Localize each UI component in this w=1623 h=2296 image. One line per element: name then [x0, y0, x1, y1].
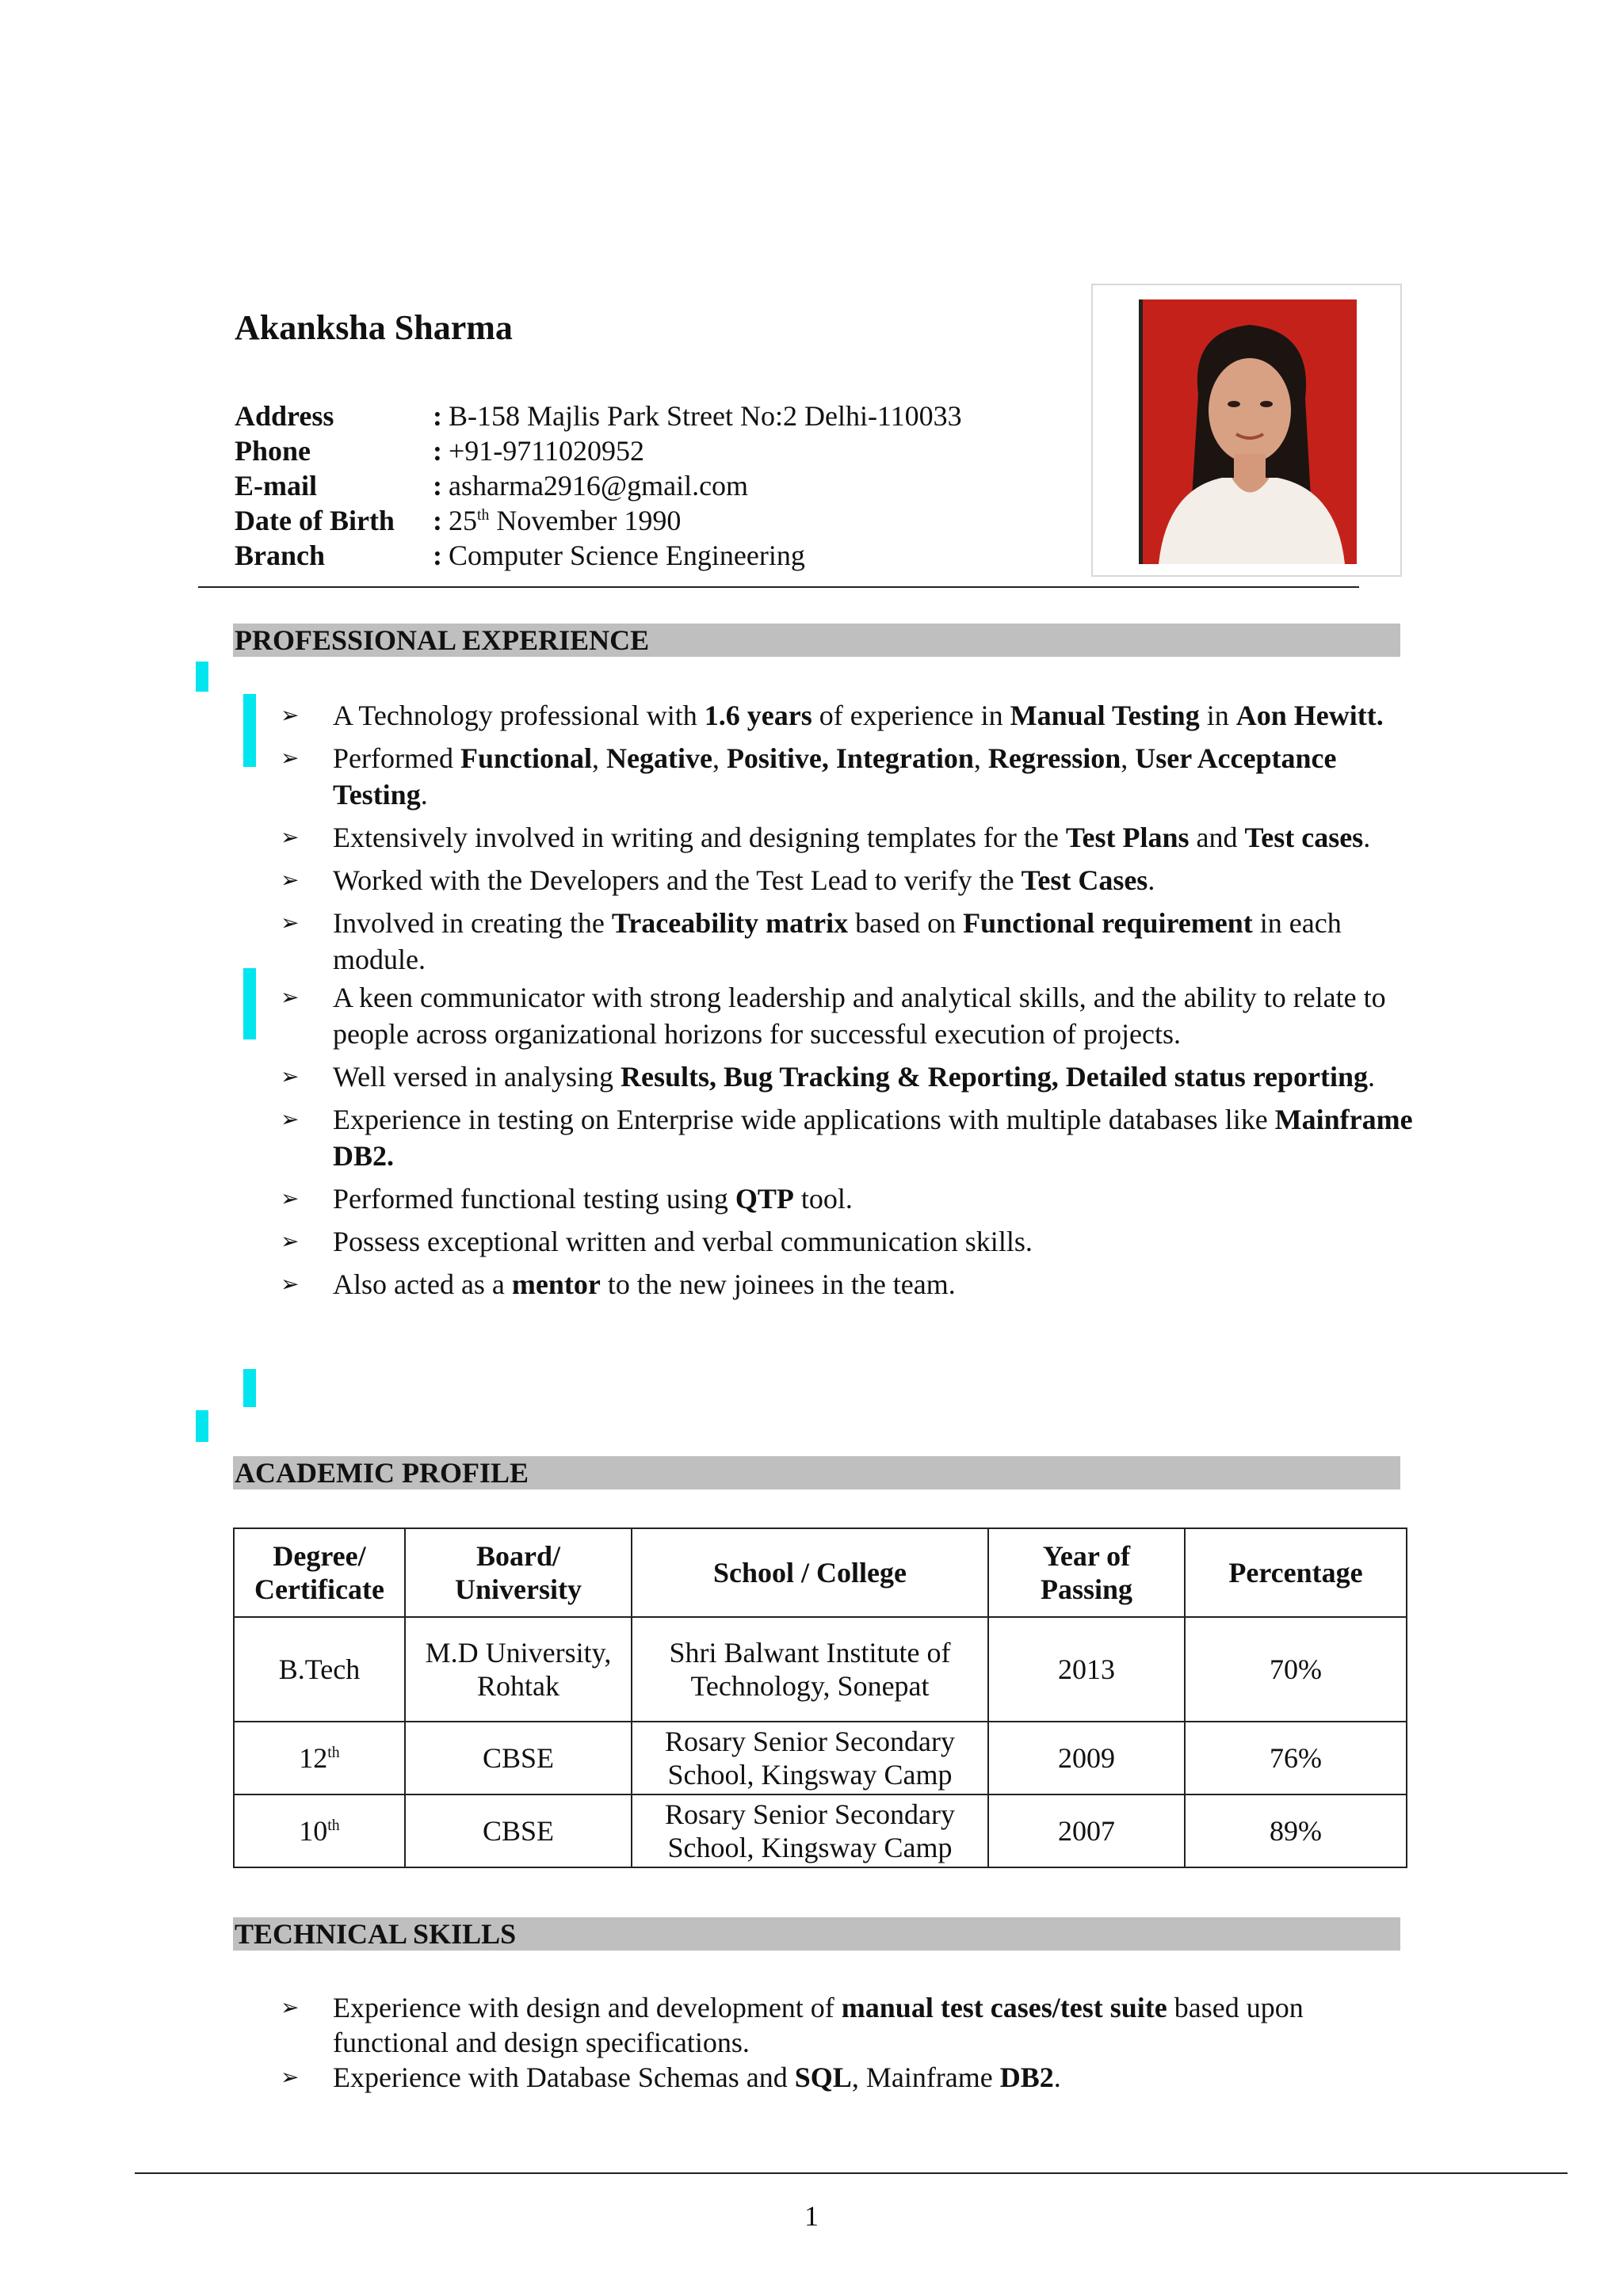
- column-header: Year of Passing: [988, 1528, 1185, 1617]
- experience-list: [281, 697, 1414, 1302]
- text-run: .: [1368, 1061, 1376, 1093]
- list-item: [281, 905, 1414, 978]
- academic-table: [233, 1527, 1407, 1868]
- column-header: Degree/ Certificate: [234, 1528, 405, 1617]
- text-run: Well versed in analysing: [333, 1061, 621, 1093]
- year-cell: 2009: [988, 1722, 1185, 1794]
- bold-text: Functional: [460, 742, 592, 774]
- arrow-bullet-icon: ➢: [281, 824, 300, 850]
- year-cell: 2007: [988, 1794, 1185, 1867]
- percentage-cell: 70%: [1185, 1617, 1407, 1722]
- board-cell: CBSE: [405, 1794, 632, 1867]
- highlight-marker: [243, 1369, 256, 1407]
- text-run: .: [1363, 822, 1371, 853]
- contact-colon: :: [433, 470, 442, 502]
- arrow-bullet-icon: ➢: [281, 910, 300, 936]
- page-number: 1: [804, 2200, 819, 2232]
- contact-colon: :: [433, 435, 442, 467]
- text-run: .: [420, 779, 428, 810]
- text-run: based upon functional and design specifications.: [333, 1992, 1304, 2058]
- text-run: ,: [712, 742, 727, 774]
- contact-label: Address: [235, 400, 334, 432]
- arrow-bullet-icon: ➢: [281, 1106, 300, 1132]
- column-header: Board/ University: [405, 1528, 632, 1617]
- section-heading-academic: ACADEMIC PROFILE: [233, 1456, 1400, 1489]
- table-row: [234, 1617, 1407, 1722]
- column-header: School / College: [632, 1528, 988, 1617]
- contact-row-email: [235, 468, 962, 503]
- rich-text: [333, 1268, 956, 1300]
- arrow-bullet-icon: ➢: [281, 1063, 300, 1089]
- text-run: Involved in creating the: [333, 907, 612, 939]
- bold-text: DB2: [999, 2061, 1054, 2093]
- text-run: ,: [973, 742, 988, 774]
- branch-value: Computer Science Engineering: [449, 540, 805, 571]
- table-header-row: [234, 1528, 1407, 1617]
- highlight-marker: [196, 662, 208, 692]
- contact-colon: :: [433, 505, 442, 536]
- bold-text: manual test cases/test suite: [841, 1992, 1167, 2023]
- arrow-bullet-icon: ➢: [281, 1271, 300, 1297]
- bold-text: Regression: [987, 742, 1121, 774]
- contact-label: E-mail: [235, 470, 317, 502]
- contact-row-dob: [235, 503, 962, 538]
- skills-list: [281, 1990, 1414, 2095]
- footer-divider: [135, 2172, 1568, 2174]
- percentage-cell: 76%: [1185, 1722, 1407, 1794]
- bold-text: QTP: [735, 1183, 794, 1215]
- text-run: tool.: [793, 1183, 853, 1215]
- bold-text: Traceability matrix: [611, 907, 849, 939]
- school-cell: Rosary Senior Secondary School, Kingsway Camp: [632, 1722, 988, 1794]
- rich-text: [333, 742, 1336, 810]
- board-cell: M.D University, Rohtak: [405, 1617, 632, 1722]
- text-run: A Technology professional with: [333, 700, 705, 731]
- arrow-bullet-icon: ➢: [281, 984, 300, 1010]
- rich-text: [333, 907, 1342, 975]
- bold-text: Test cases: [1244, 822, 1364, 853]
- highlight-marker: [196, 1410, 208, 1442]
- degree-number: 10: [299, 1815, 328, 1847]
- dob-rest: November 1990: [489, 505, 682, 536]
- arrow-bullet-icon: ➢: [281, 1185, 300, 1211]
- profile-photo: [1139, 299, 1357, 564]
- contact-colon: :: [433, 400, 442, 432]
- list-item: [281, 1266, 1414, 1302]
- bold-text: Test Plans: [1065, 822, 1190, 853]
- arrow-bullet-icon: ➢: [281, 867, 300, 893]
- dob-ordinal: th: [477, 506, 490, 524]
- rich-text: [333, 700, 1384, 731]
- contact-row-address: [235, 399, 962, 433]
- text-run: of experience in: [812, 700, 1010, 731]
- arrow-bullet-icon: ➢: [281, 702, 300, 728]
- degree-cell: [234, 1794, 405, 1867]
- list-item: [281, 1058, 1414, 1095]
- contact-label: Phone: [235, 435, 311, 467]
- contact-label: Branch: [235, 540, 326, 571]
- text-run: Experience in testing on Enterprise wide applications with multiple databases like: [333, 1104, 1275, 1135]
- bold-text: Negative: [605, 742, 712, 774]
- text-run: Extensively involved in writing and designing templates for the: [333, 822, 1066, 853]
- contact-label: Date of Birth: [235, 505, 395, 536]
- contact-row-phone: [235, 433, 962, 468]
- header-divider: [198, 586, 1359, 588]
- rich-text: [333, 1183, 853, 1215]
- bold-text: User Acceptance Testing: [333, 742, 1337, 810]
- text-run: in each module.: [333, 907, 1342, 975]
- candidate-name: Akanksha Sharma: [235, 308, 513, 347]
- bold-text: Aon Hewitt.: [1235, 700, 1384, 731]
- list-item: [281, 740, 1414, 813]
- degree-cell: [234, 1722, 405, 1794]
- school-cell: Shri Balwant Institute of Technology, Sonepat: [632, 1617, 988, 1722]
- list-item: [281, 697, 1414, 734]
- list-item: [281, 979, 1414, 1052]
- highlight-marker: [243, 968, 256, 1039]
- bold-text: Test Cases: [1021, 864, 1148, 896]
- rich-text: [333, 822, 1370, 853]
- contact-details: [235, 399, 962, 573]
- highlight-marker: [243, 694, 256, 767]
- text-run: Experience with Database Schemas and: [333, 2061, 795, 2093]
- profile-photo-frame: [1091, 284, 1402, 577]
- text-run: .: [1053, 2061, 1061, 2093]
- table-row: [234, 1722, 1407, 1794]
- list-item: [281, 862, 1414, 898]
- portrait-illustration: [1143, 299, 1357, 564]
- address-value: B-158 Majlis Park Street No:2 Delhi-110033: [449, 400, 962, 432]
- bold-text: Results, Bug Tracking & Reporting, Detailed status reporting: [621, 1061, 1369, 1093]
- bold-text: Manual Testing: [1010, 700, 1200, 731]
- contact-colon: :: [433, 540, 442, 571]
- degree-cell: B.Tech: [234, 1617, 405, 1722]
- bold-text: SQL: [794, 2061, 852, 2093]
- text-run: to the new joinees in the team.: [600, 1268, 956, 1300]
- percentage-cell: 89%: [1185, 1794, 1407, 1867]
- text-run: Performed functional testing using: [333, 1183, 735, 1215]
- rich-text: [333, 1226, 1033, 1257]
- rich-text: [333, 1992, 1304, 2058]
- text-run: .: [1148, 864, 1155, 896]
- column-header: Percentage: [1185, 1528, 1407, 1617]
- table-row: [234, 1794, 1407, 1867]
- rich-text: [333, 982, 1386, 1050]
- text-run: , Mainframe: [851, 2061, 1000, 2093]
- text-run: ,: [1121, 742, 1136, 774]
- text-run: Experience with design and development of: [333, 1992, 842, 2023]
- text-run: A keen communicator with strong leadership and analytical skills, and the ability to relate to people across organizational horizons for successful execution of projects.: [333, 982, 1386, 1050]
- text-run: Worked with the Developers and the Test Lead to verify the: [333, 864, 1022, 896]
- list-item: [281, 1990, 1414, 2060]
- rich-text: [333, 1104, 1413, 1172]
- list-item: [281, 2060, 1414, 2095]
- list-item: [281, 1101, 1414, 1174]
- arrow-bullet-icon: ➢: [281, 1994, 300, 2020]
- contact-row-branch: [235, 538, 962, 573]
- bold-text: mentor: [511, 1268, 601, 1300]
- arrow-bullet-icon: ➢: [281, 1228, 300, 1254]
- rich-text: [333, 864, 1155, 896]
- arrow-bullet-icon: ➢: [281, 745, 300, 771]
- text-run: and: [1189, 822, 1245, 853]
- degree-number: 12: [299, 1742, 328, 1774]
- dob-day: 25: [449, 505, 477, 536]
- list-item: [281, 819, 1414, 856]
- text-run: in: [1199, 700, 1236, 731]
- list-item: [281, 1223, 1414, 1260]
- arrow-bullet-icon: ➢: [281, 2064, 300, 2090]
- bold-text: 1.6 years: [704, 700, 812, 731]
- degree-ordinal: th: [327, 1744, 340, 1761]
- text-run: based on: [848, 907, 964, 939]
- school-cell: Rosary Senior Secondary School, Kingsway Camp: [632, 1794, 988, 1867]
- email-value: asharma2916@gmail.com: [449, 470, 749, 502]
- section-heading-experience: PROFESSIONAL EXPERIENCE: [233, 624, 1400, 657]
- bold-text: Mainframe DB2.: [333, 1104, 1413, 1172]
- text-run: ,: [591, 742, 606, 774]
- section-heading-skills: TECHNICAL SKILLS: [233, 1917, 1400, 1951]
- rich-text: [333, 1061, 1375, 1093]
- board-cell: CBSE: [405, 1722, 632, 1794]
- rich-text: [333, 2061, 1061, 2093]
- year-cell: 2013: [988, 1617, 1185, 1722]
- bold-text: Positive, Integration: [726, 742, 974, 774]
- text-run: Also acted as a: [333, 1268, 512, 1300]
- bold-text: Functional requirement: [963, 907, 1253, 939]
- phone-value: +91-9711020952: [449, 435, 644, 467]
- text-run: Possess exceptional written and verbal communication skills.: [333, 1226, 1033, 1257]
- list-item: [281, 1180, 1414, 1217]
- degree-ordinal: th: [327, 1817, 340, 1834]
- text-run: Performed: [333, 742, 460, 774]
